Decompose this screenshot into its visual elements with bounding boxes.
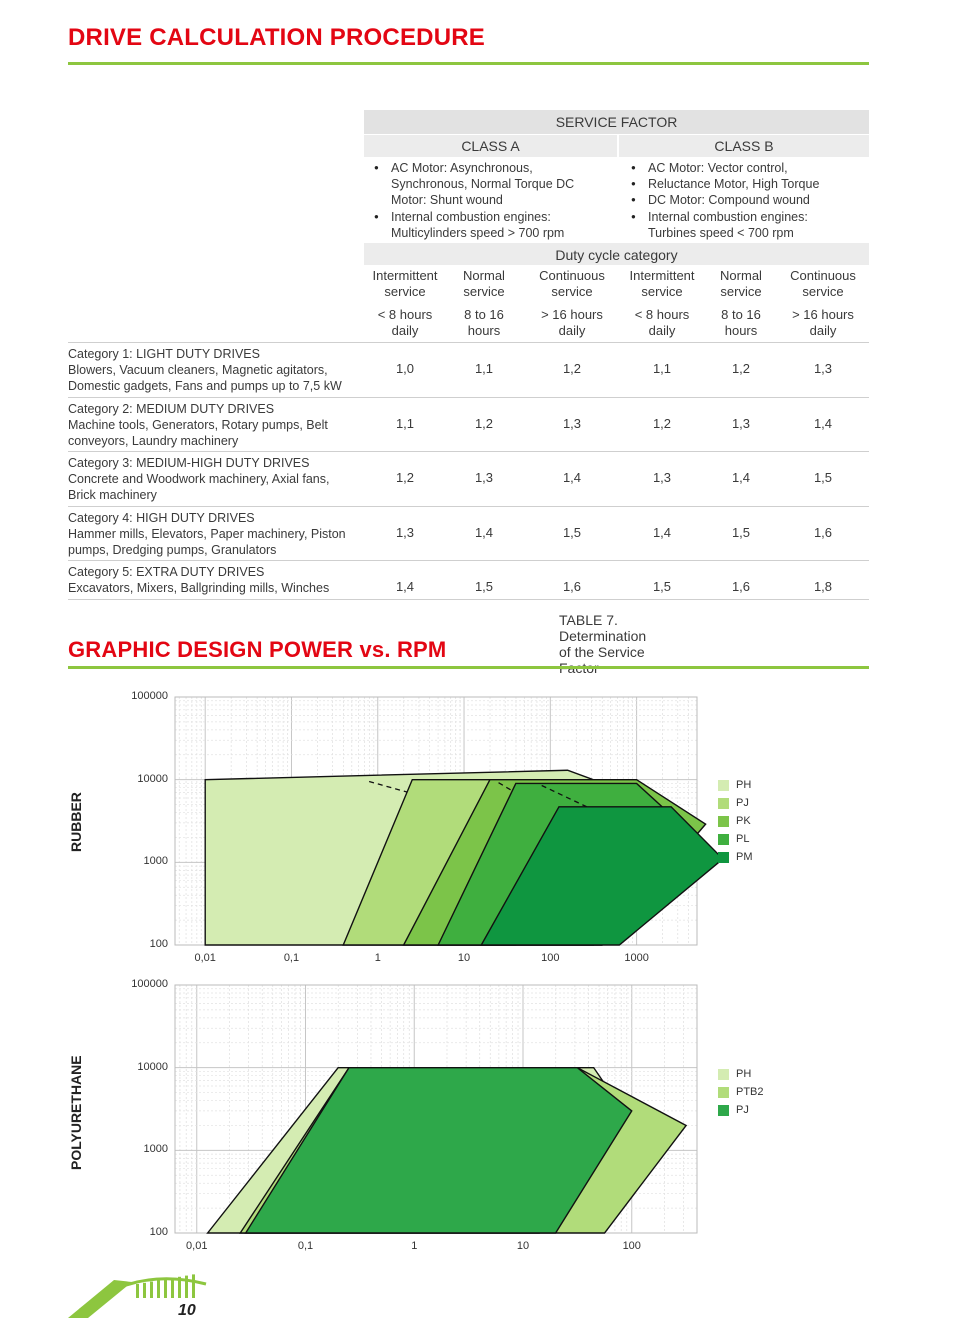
duty-cycle-label: Duty cycle category xyxy=(555,247,678,263)
category-title: Category 4: HIGH DUTY DRIVES xyxy=(68,511,255,525)
legend-label: PJ xyxy=(736,797,749,809)
legend-swatch xyxy=(718,1069,729,1080)
service-factor-value: 1,2 xyxy=(731,361,751,376)
hours-line: > 16 hours xyxy=(541,307,603,322)
y-tick-label: 10000 xyxy=(137,1060,168,1073)
service-factor-value: 1,5 xyxy=(813,470,833,485)
hours-line: daily xyxy=(809,323,837,338)
category-title: Category 3: MEDIUM-HIGH DUTY DRIVES xyxy=(68,456,310,470)
service-factor-value: 1,3 xyxy=(731,416,751,431)
service-factor-value: 1,5 xyxy=(731,525,751,540)
x-tick-label: 0,01 xyxy=(194,952,216,964)
class-a-label: CLASS A xyxy=(461,138,520,154)
page-number: 10 xyxy=(178,1302,196,1319)
chart-side-label: RUBBER xyxy=(68,792,84,852)
service-type-line: service xyxy=(463,284,505,299)
class-b-line-4: ● Internal combustion engines: xyxy=(648,209,867,225)
section-title: GRAPHIC DESIGN POWER vs. RPM xyxy=(68,637,447,662)
legend-label: PH xyxy=(736,1068,752,1080)
legend-item xyxy=(718,1065,764,1083)
hours-line: > 16 hours xyxy=(792,307,854,322)
y-tick-label: 1000 xyxy=(143,855,168,868)
legend-label: PTB2 xyxy=(736,1086,764,1098)
hours-line: 8 to 16 xyxy=(464,307,504,322)
hours-line: daily xyxy=(648,323,676,338)
service-factor-value: 1,5 xyxy=(652,579,672,594)
service-type-line: service xyxy=(551,284,593,299)
category-description: pumps, Dredging pumps, Granulators xyxy=(68,543,277,558)
chart-side-label: POLYURETHANE xyxy=(68,1055,84,1170)
class-b-line-3: ● DC Motor: Compound wound xyxy=(648,192,867,208)
service-factor-value: 1,2 xyxy=(652,416,672,431)
category-description: conveyors, Laundry machinery xyxy=(68,434,239,449)
x-tick-label: 1 xyxy=(374,952,381,964)
page-title: DRIVE CALCULATION PROCEDURE xyxy=(68,24,485,51)
hours-line: daily xyxy=(558,323,586,338)
hours-line: daily xyxy=(391,323,419,338)
x-tick-label: 100 xyxy=(541,952,560,964)
legend-label: PH xyxy=(736,779,752,791)
category-description: Excavators, Mixers, Ballgrinding mills, Winches xyxy=(68,581,330,596)
service-factor-value: 1,0 xyxy=(395,361,415,376)
service-factor-value: 1,6 xyxy=(562,579,582,594)
y-tick-label: 100 xyxy=(149,1226,168,1238)
x-tick-label: 0,1 xyxy=(297,1240,314,1252)
x-tick-label: 0,1 xyxy=(283,952,300,964)
x-tick-label: 0,01 xyxy=(186,1240,208,1252)
class-b-line-5: Turbines speed < 700 rpm xyxy=(648,225,794,240)
category-description: Hammer mills, Elevators, Paper machinery, Piston xyxy=(68,527,346,542)
service-factor-value: 1,4 xyxy=(562,470,582,485)
category-title: Category 5: EXTRA DUTY DRIVES xyxy=(68,565,265,579)
class-b-line-2: ● Reluctance Motor, High Torque xyxy=(648,176,867,192)
legend-label: PL xyxy=(736,833,750,845)
class-b-label: CLASS B xyxy=(714,138,774,154)
y-tick-label: 1000 xyxy=(143,1143,168,1156)
service-factor-value: 1,2 xyxy=(562,361,582,376)
service-factor-value: 1,3 xyxy=(813,361,833,376)
service-factor-value: 1,4 xyxy=(731,470,751,485)
class-b-line-1: ● AC Motor: Vector control, xyxy=(648,160,867,176)
y-tick-label: 100000 xyxy=(131,690,168,702)
category-description: Brick machinery xyxy=(68,488,157,503)
class-a-line-5: Multicylinders speed > 700 rpm xyxy=(391,225,565,240)
class-a-line-3: Motor: Shunt wound xyxy=(391,193,503,208)
service-factor-value: 1,1 xyxy=(652,361,672,376)
legend-item xyxy=(718,1101,764,1119)
category-description: Concrete and Woodwork machinery, Axial fans, xyxy=(68,472,330,487)
service-factor-value: 1,3 xyxy=(652,470,672,485)
service-type-line: Continuous xyxy=(790,268,856,283)
category-description: Blowers, Vacuum cleaners, Magnetic agitators, xyxy=(68,363,328,378)
service-factor-value: 1,4 xyxy=(395,579,415,594)
service-factor-value: 1,6 xyxy=(731,579,751,594)
x-tick-label: 10 xyxy=(516,1240,530,1252)
x-tick-label: 10 xyxy=(457,952,471,964)
service-factor-value: 1,4 xyxy=(652,525,672,540)
service-factor-value: 1,5 xyxy=(474,579,494,594)
service-type-line: Intermittent xyxy=(372,268,438,283)
service-factor-value: 1,2 xyxy=(474,416,494,431)
category-description: Domestic gadgets, Fans and pumps up to 7,5 kW xyxy=(68,379,342,394)
service-factor-header: SERVICE FACTOR xyxy=(555,114,678,130)
y-tick-label: 100000 xyxy=(131,978,168,990)
legend-item xyxy=(718,1083,764,1101)
service-factor-value: 1,3 xyxy=(562,416,582,431)
category-title: Category 2: MEDIUM DUTY DRIVES xyxy=(68,402,275,416)
service-factor-value: 1,1 xyxy=(474,361,494,376)
category-title: Category 1: LIGHT DUTY DRIVES xyxy=(68,347,260,361)
service-type-line: Continuous xyxy=(539,268,605,283)
hours-line: < 8 hours xyxy=(377,307,433,322)
legend-label: PK xyxy=(736,815,751,827)
service-factor-value: 1,1 xyxy=(395,416,415,431)
class-a-line-4: ● Internal combustion engines: xyxy=(391,209,614,225)
y-tick-label: 10000 xyxy=(137,772,168,785)
hours-line: < 8 hours xyxy=(634,307,690,322)
service-factor-value: 1,3 xyxy=(395,525,415,540)
legend-label: PJ xyxy=(736,1104,749,1116)
chart-legend xyxy=(718,1065,764,1119)
class-a-line-1: ● AC Motor: Asynchronous, xyxy=(391,160,614,176)
service-type-line: service xyxy=(641,284,683,299)
service-type-line: service xyxy=(720,284,762,299)
service-factor-value: 1,3 xyxy=(474,470,494,485)
service-factor-value: 1,6 xyxy=(813,525,833,540)
service-factor-value: 1,5 xyxy=(562,525,582,540)
hours-line: hours xyxy=(467,323,501,338)
service-type-line: service xyxy=(384,284,426,299)
service-factor-value: 1,4 xyxy=(474,525,494,540)
table-caption: TABLE 7. Determination of the Service xyxy=(559,612,647,660)
service-type-line: service xyxy=(802,284,844,299)
service-factor-value: 1,8 xyxy=(813,579,833,594)
legend-swatch xyxy=(718,1105,729,1116)
x-tick-label: 1000 xyxy=(624,952,649,964)
legend-swatch xyxy=(718,1087,729,1098)
service-type-line: Intermittent xyxy=(629,268,695,283)
service-type-line: Normal xyxy=(463,268,505,283)
service-factor-value: 1,2 xyxy=(395,470,415,485)
service-type-line: Normal xyxy=(720,268,762,283)
service-factor-value: 1,4 xyxy=(813,416,833,431)
category-description: Machine tools, Generators, Rotary pumps, Belt xyxy=(68,418,328,433)
x-tick-label: 1 xyxy=(411,1240,418,1252)
legend-label: PM xyxy=(736,851,753,863)
y-tick-label: 100 xyxy=(149,938,168,950)
hours-line: 8 to 16 xyxy=(721,307,761,322)
class-a-line-2: Synchronous, Normal Torque DC xyxy=(391,177,575,192)
x-tick-label: 100 xyxy=(622,1240,641,1252)
hours-line: hours xyxy=(724,323,758,338)
